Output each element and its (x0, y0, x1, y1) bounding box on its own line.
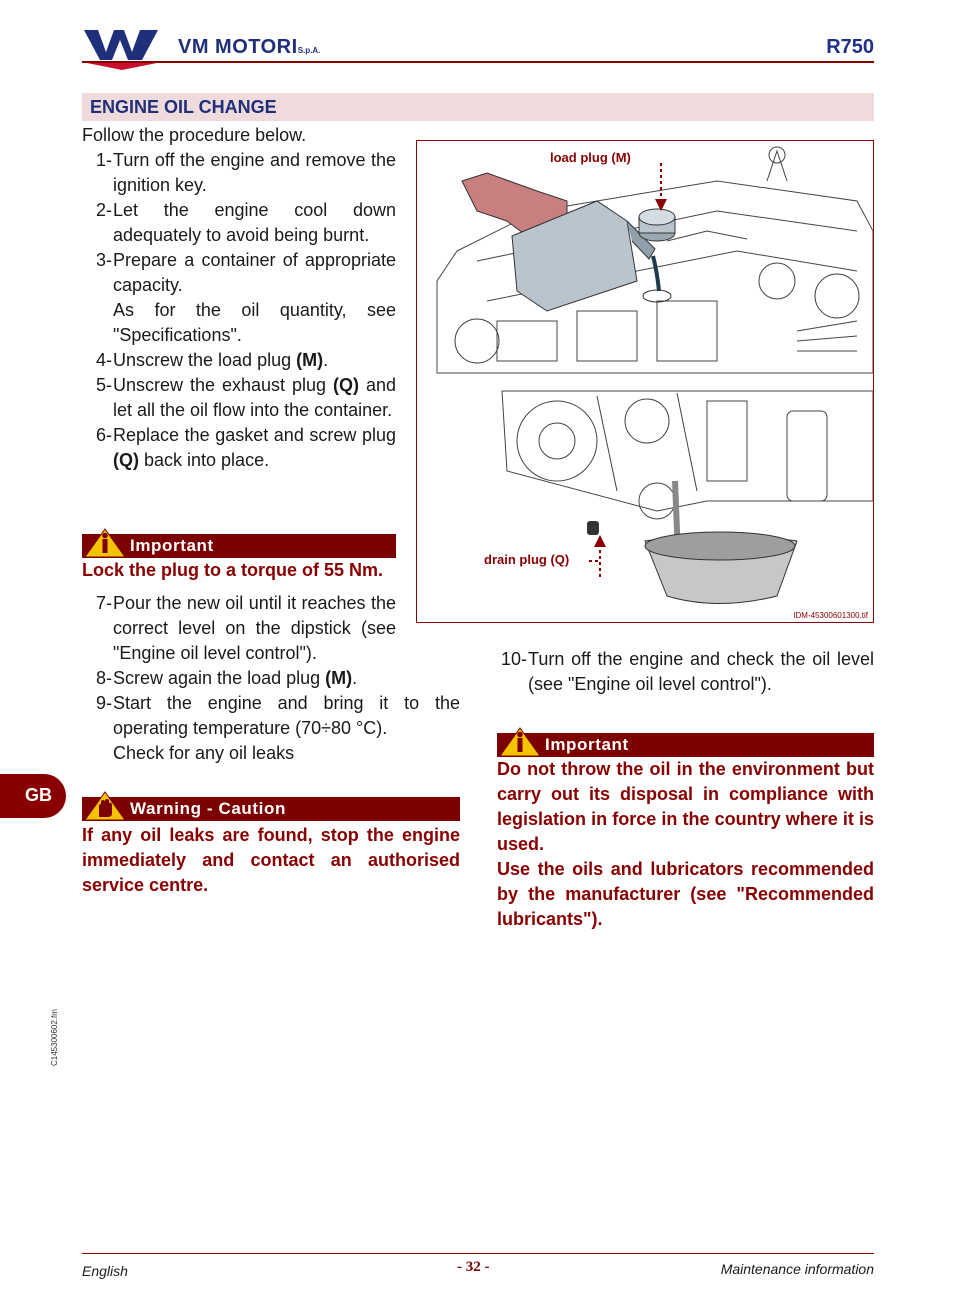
important-banner-2: Important (497, 733, 874, 757)
intro-text: Follow the procedure below. (82, 125, 307, 145)
footer-section: Maintenance information (720, 1261, 874, 1277)
step-5: 5- Unscrew the exhaust plug (Q) and let all the oil flow into the container. (95, 375, 396, 420)
warning-banner: Warning - Caution (82, 797, 460, 821)
info-warning-icon (84, 528, 126, 558)
warning-text: If any oil leaks are found, stop the engine immediately and contact an authorised service centre. (82, 825, 460, 895)
steps-list-1 (82, 148, 396, 473)
steps-list-4 (497, 647, 874, 697)
engine-oil-figure (416, 140, 874, 623)
language-tab[interactable]: GB (0, 774, 66, 818)
drain-plug-label: drain plug (Q) (484, 552, 570, 567)
step-3: 3- Prepare a container of appropriate capacity. As for the oil quantity, see "Specifications". (95, 250, 396, 345)
warning-hand-icon (84, 791, 126, 821)
brand-suffix: S.p.A. (297, 46, 321, 55)
important-banner-1: Important (82, 534, 396, 558)
header-rule (82, 61, 874, 63)
brand-name: VM MOTORIS.p.A. (178, 36, 321, 58)
step-3-note: As for the oil quantity, see "Specifications". (113, 300, 396, 345)
model-code: R750 (826, 36, 874, 58)
vm-logo-mark (82, 26, 162, 70)
figure-id: IDM-45300601300.tif (793, 611, 868, 620)
engine-illustration (417, 141, 874, 623)
doc-code: C145300602.fm (50, 1009, 59, 1066)
step-8: 8- Screw again the load plug (M). (95, 668, 358, 688)
steps-list-3 (82, 691, 460, 766)
step-2: 2- Let the engine cool down adequately to avoid being burnt. (95, 200, 396, 245)
step-7: 7- Pour the new oil until it reaches the correct level on the dipstick (see "Engine oil level control"). (95, 593, 396, 663)
footer-rule (82, 1253, 874, 1254)
step-6: 6- Replace the gasket and screw plug (Q) back into place. (95, 425, 396, 470)
step-1: 1- Turn off the engine and remove the ignition key. (95, 150, 396, 195)
step-9: 9- Start the engine and bring it to the operating temperature (70÷80 °C). Check for any oil leaks (95, 693, 460, 763)
important-text-2b: Use the oils and lubricators recommended by the manufacturer (see "Recommended lubricants"). (497, 859, 874, 929)
step-4: 4- Unscrew the load plug (M). (95, 350, 329, 370)
info-warning-icon (499, 727, 541, 757)
section-title: ENGINE OIL CHANGE (90, 97, 277, 117)
important-text-1: Lock the plug to a torque of 55 Nm. (82, 560, 384, 580)
step-10: 10- Turn off the engine and check the oil level (see "Engine oil level control"). (500, 649, 874, 694)
page-number: - 32 - (457, 1259, 490, 1275)
load-plug-label: load plug (M) (550, 150, 631, 165)
important-text-2a: Do not throw the oil in the environment but carry out its disposal in compliance with legislation in force in the country where it is used. (497, 759, 874, 854)
steps-list-2 (82, 591, 396, 691)
step-9-note: Check for any oil leaks (113, 743, 295, 763)
footer-language: English (82, 1263, 128, 1279)
